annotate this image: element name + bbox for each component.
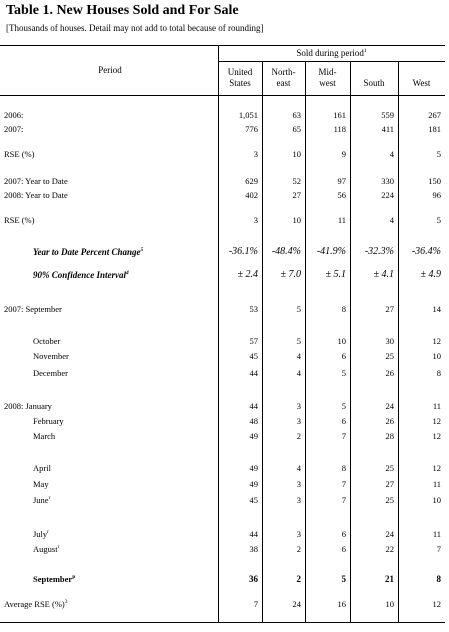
row-footnote-marker: 3	[64, 599, 68, 606]
table-cell: 3	[253, 149, 258, 159]
table-cell: 4	[296, 351, 301, 361]
row-label-text: October	[33, 336, 61, 346]
table-cell: 96	[432, 190, 441, 200]
table-cell: 2	[296, 544, 301, 554]
table-cell: 6	[341, 416, 346, 426]
table-cell: 3	[253, 215, 258, 225]
row-footnote-marker: r	[57, 544, 60, 551]
column-header-line2: east	[276, 78, 291, 88]
row-label-text: 2008: Year to Date	[4, 190, 68, 200]
row-label	[4, 176, 68, 186]
table-cell: 8	[341, 304, 346, 314]
table-cell: 24	[292, 599, 301, 609]
table-cell: ± 2.4	[237, 269, 258, 280]
row-label	[4, 401, 52, 411]
table-cell: ± 7.0	[280, 269, 301, 280]
column-header-line1: North-	[271, 67, 296, 77]
column-header-line2: South	[363, 78, 385, 88]
table-cell: 27	[385, 304, 394, 314]
table-cell: 118	[333, 124, 346, 134]
table-cell: -36.4%	[411, 246, 441, 257]
row-label-text: 90% Confidence Interval	[33, 270, 126, 280]
column-header	[305, 67, 350, 89]
table-cell: 56	[337, 190, 346, 200]
table-cell: 4	[296, 368, 301, 378]
period-header: Period	[98, 65, 122, 75]
table-cell: 57	[249, 336, 258, 346]
row-label-text: March	[33, 431, 56, 441]
table-cell: 10	[432, 351, 441, 361]
table-cell: 7	[436, 544, 441, 554]
table-cell: 3	[296, 401, 301, 411]
row-label-text: Average RSE (%)	[4, 599, 65, 609]
table-cell: 11	[432, 479, 441, 489]
table-cell: 181	[428, 124, 441, 134]
table-cell: 4	[296, 463, 301, 473]
table-cell: 63	[292, 110, 301, 120]
row-label-text: 2006:	[4, 110, 24, 120]
table-cell: 24	[385, 401, 394, 411]
table-cell: 12	[432, 431, 441, 441]
column-header	[262, 67, 305, 89]
table-cell: 7	[341, 479, 346, 489]
table-cell: 629	[245, 176, 258, 186]
table-cell: 49	[249, 431, 258, 441]
row-label-text: RSE (%)	[4, 149, 35, 159]
table-cell: 10	[337, 336, 346, 346]
table-bottom-border	[0, 622, 445, 623]
row-label-text: 2007: September	[4, 304, 62, 314]
table-cell: 776	[245, 124, 258, 134]
row-label	[33, 544, 59, 554]
row-label	[33, 431, 55, 441]
table-cell: 150	[428, 176, 441, 186]
row-label-text: November	[33, 351, 69, 361]
table-cell: 5	[341, 368, 346, 378]
table-cell: 330	[381, 176, 394, 186]
table-cell: 26	[385, 416, 394, 426]
table-cell: 25	[385, 463, 394, 473]
table-cell: 5	[341, 401, 346, 411]
row-label-text: August	[33, 544, 58, 554]
row-label-text: May	[33, 479, 49, 489]
sold-header-underline	[218, 61, 445, 62]
row-label-text: 2007: Year to Date	[4, 176, 68, 186]
table-cell: 7	[341, 431, 346, 441]
row-label-text: RSE (%)	[4, 215, 35, 225]
table-cell: 44	[249, 529, 258, 539]
table-cell: 5	[341, 574, 346, 584]
row-label-text: 2007:	[4, 124, 24, 134]
table-cell: 27	[385, 479, 394, 489]
row-label	[33, 336, 60, 346]
column-header-line1: United	[227, 67, 253, 77]
table-cell: -36.1%	[228, 246, 258, 257]
table-cell: 11	[432, 401, 441, 411]
row-label	[4, 149, 34, 159]
header-bottom-border	[0, 95, 445, 96]
row-label	[33, 463, 51, 473]
row-footnote-marker: 5	[140, 247, 144, 253]
table-cell: 12	[432, 336, 441, 346]
table-cell: 49	[249, 479, 258, 489]
table-cell: 3	[296, 529, 301, 539]
row-footnote-marker: r	[47, 529, 50, 536]
row-label	[33, 529, 49, 539]
table-cell: 45	[249, 495, 258, 505]
column-header-line1	[398, 67, 445, 78]
table-cell: 3	[296, 495, 301, 505]
table-cell: 53	[249, 304, 258, 314]
table-cell: 8	[436, 368, 441, 378]
table-cell: 411	[381, 124, 394, 134]
row-label-text: Year to Date Percent Change	[33, 247, 141, 257]
row-footnote-marker: 4	[126, 270, 129, 276]
row-label	[33, 247, 143, 257]
row-label-text: April	[33, 463, 51, 473]
column-header-line2: States	[229, 78, 251, 88]
column-header	[398, 67, 445, 89]
row-label	[33, 368, 68, 378]
table-cell: 5	[296, 304, 301, 314]
table-cell: 97	[337, 176, 346, 186]
table-cell: 16	[337, 599, 346, 609]
table-cell: 8	[341, 463, 346, 473]
table-cell: 161	[333, 110, 346, 120]
row-label	[33, 574, 75, 584]
table-cell: 267	[428, 110, 441, 120]
column-header-line2: west	[319, 78, 336, 88]
row-label	[33, 479, 49, 489]
column-header-line2: West	[412, 78, 431, 88]
column-header-line1: Mid-	[318, 67, 337, 77]
table-cell: 2	[296, 431, 301, 441]
table-top-border	[0, 45, 445, 46]
table-cell: 44	[249, 368, 258, 378]
table-cell: 49	[249, 463, 258, 473]
table-cell: 559	[381, 110, 394, 120]
column-header-line1	[350, 67, 398, 78]
sold-during-period-footnote: 1	[363, 48, 367, 54]
table-cell: 25	[385, 351, 394, 361]
table-cell: 10	[432, 495, 441, 505]
table-title: Table 1. New Houses Sold and For Sale	[6, 3, 239, 18]
table-cell: 44	[249, 401, 258, 411]
row-label-text: December	[33, 368, 68, 378]
sold-during-period-header	[218, 48, 445, 59]
row-label	[4, 599, 68, 609]
table-cell: -48.4%	[271, 246, 301, 257]
row-label-text: July	[33, 529, 48, 539]
table-cell: 27	[292, 190, 301, 200]
table-cell: 25	[385, 495, 394, 505]
table-cell: 10	[292, 149, 301, 159]
table-cell: 65	[292, 124, 301, 134]
table-cell: ± 5.1	[325, 269, 346, 280]
table-cell: 5	[436, 215, 441, 225]
table-cell: -32.3%	[364, 246, 394, 257]
sold-during-period-label: Sold during period	[296, 48, 364, 58]
table-cell: 28	[385, 431, 394, 441]
table-cell: 402	[245, 190, 258, 200]
table-cell: 5	[436, 149, 441, 159]
table-cell: 22	[385, 544, 394, 554]
table-cell: 14	[432, 304, 441, 314]
table-cell: 10	[292, 215, 301, 225]
row-label	[4, 110, 23, 120]
row-label	[4, 304, 62, 314]
table-cell: 9	[341, 149, 346, 159]
column-header	[350, 67, 398, 89]
table-cell: 24	[385, 529, 394, 539]
row-label	[33, 416, 64, 426]
table-cell: -41.9%	[316, 246, 346, 257]
table-subtitle: [Thousands of houses. Detail may not add to total because of rounding]	[6, 23, 264, 33]
table-cell: 3	[296, 479, 301, 489]
column-header	[218, 67, 262, 89]
table-cell: 36	[249, 574, 258, 584]
table-cell: 21	[385, 574, 394, 584]
table-cell: 12	[432, 416, 441, 426]
row-label-text: June	[33, 495, 49, 505]
row-label	[4, 215, 34, 225]
table-cell: 11	[432, 529, 441, 539]
table-cell: 12	[432, 599, 441, 609]
row-label-text: 2008: January	[4, 401, 52, 411]
row-label	[4, 124, 23, 134]
table-cell: 2	[296, 574, 301, 584]
table-cell: 7	[253, 599, 258, 609]
table-cell: 8	[436, 574, 441, 584]
table-cell: 11	[337, 215, 346, 225]
table-cell: 7	[341, 495, 346, 505]
table-cell: 224	[381, 190, 394, 200]
table-cell: 6	[341, 529, 346, 539]
table-cell: 48	[249, 416, 258, 426]
table-cell: 26	[385, 368, 394, 378]
table-cell: 38	[249, 544, 258, 554]
row-label	[4, 190, 68, 200]
row-footnote-marker: r	[48, 495, 51, 502]
table-cell: 4	[389, 215, 394, 225]
table-cell: ± 4.1	[373, 269, 394, 280]
row-label	[33, 351, 69, 361]
table-cell: 12	[432, 463, 441, 473]
table-cell: ± 4.9	[420, 269, 441, 280]
table-cell: 10	[385, 599, 394, 609]
table-cell: 6	[341, 544, 346, 554]
row-label-text: February	[33, 416, 64, 426]
row-label-text: September	[33, 574, 73, 584]
table-cell: 1,051	[238, 110, 258, 120]
table-cell: 3	[296, 416, 301, 426]
table-cell: 4	[389, 149, 394, 159]
table-cell: 5	[296, 336, 301, 346]
row-label	[33, 495, 50, 505]
table-cell: 45	[249, 351, 258, 361]
row-footnote-marker: p	[72, 574, 76, 581]
table-cell: 52	[292, 176, 301, 186]
table-cell: 30	[385, 336, 394, 346]
row-label	[33, 270, 129, 280]
table-cell: 6	[341, 351, 346, 361]
